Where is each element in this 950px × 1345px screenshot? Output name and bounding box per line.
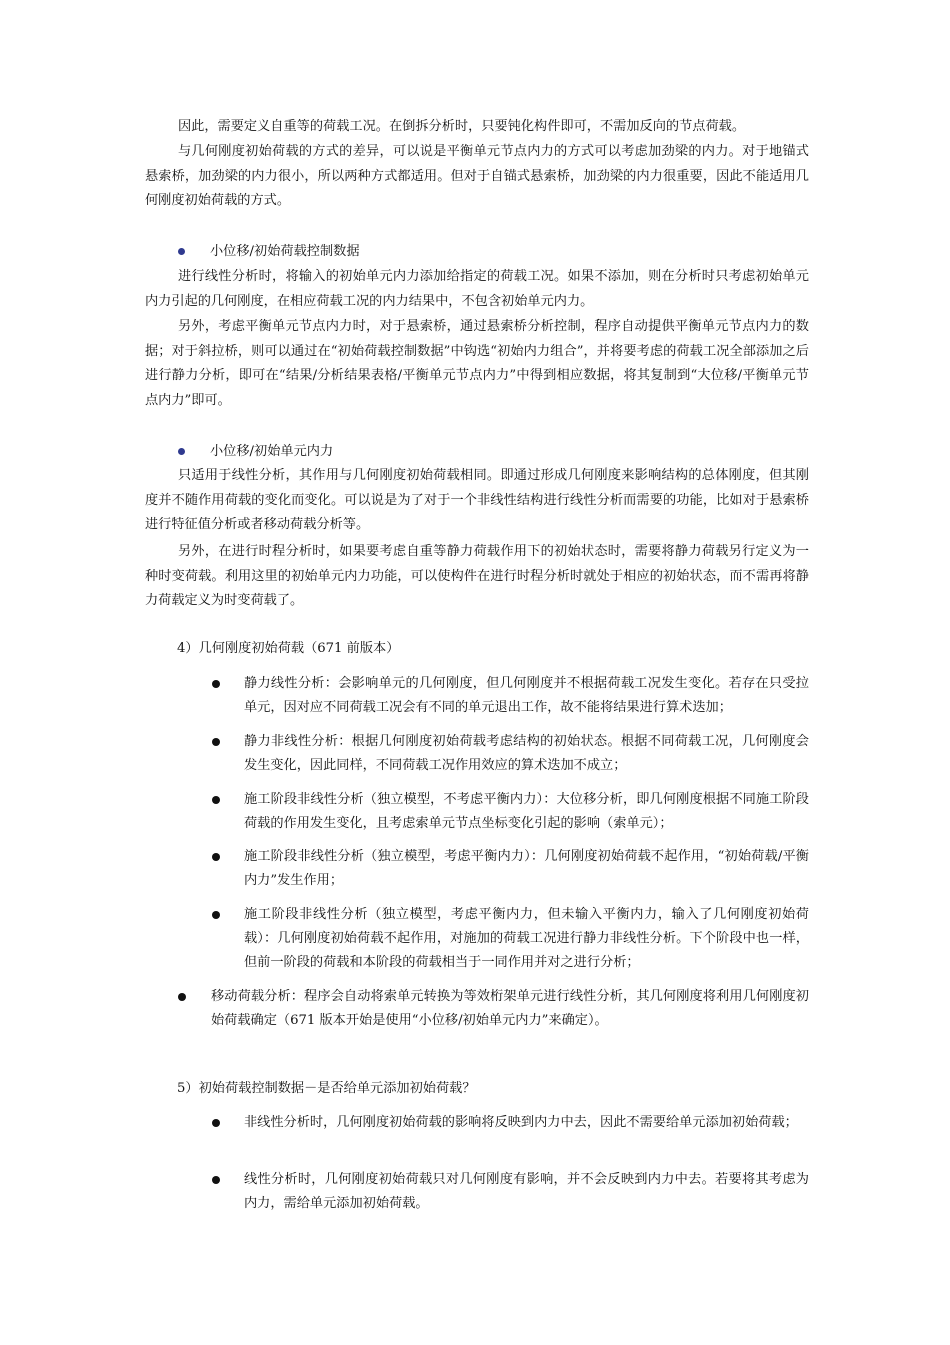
section-4-heading: 4）几何刚度初始荷载（671 前版本）: [177, 641, 400, 656]
section-4-item-3: 施工阶段非线性分析（独立模型，不考虑平衡内力）：大位移分析，即几何刚度根据不同施工阶段荷载的作用发生变化，且考虑索单元节点坐标变化引起的影响（索单元）；: [244, 792, 809, 831]
list-bullet-icon: [212, 680, 220, 688]
list-bullet-icon: [212, 738, 220, 746]
paragraph-2: 与几何刚度初始荷载的方式的差异，可以说是平衡单元节点内力的方式可以考虑加劲梁的内力。对于地锚式悬索桥，加劲梁的内力很小，所以两种方式都适用。但对于自锚式悬索桥，加劲梁的内力很重要，因此不能适用几何刚度初始荷载的方式。: [145, 144, 809, 208]
list-bullet-icon: [212, 1176, 220, 1184]
blue-bullet-icon: [178, 248, 185, 255]
paragraph-4: 另外，考虑平衡单元节点内力时，对于悬索桥，通过悬索桥分析控制，程序自动提供平衡单元节点内力的数据；对于斜拉桥，则可以通过在“初始荷载控制数据”中钩选“初始内力组合”，并将要考虑的荷载工况全部添加之后进行静力分析，即可在“结果/分析结果表格/平衡单元节点内力”中得到相应数据，将其复制到“大位移/平衡单元节点内力”即可。: [145, 319, 809, 408]
section-5-heading: 5）初始荷载控制数据－是否给单元添加初始荷载？: [177, 1081, 476, 1096]
section-4-item-6: 移动荷载分析：程序会自动将索单元转换为等效桁架单元进行线性分析，其几何刚度将利用几何刚度初始荷载确定（671 版本开始是使用“小位移/初始单元内力”来确定）。: [211, 989, 809, 1028]
paragraph-3: 进行线性分析时，将输入的初始单元内力添加给指定的荷载工况。如果不添加，则在分析时只考虑初始单元内力引起的几何刚度，在相应荷载工况的内力结果中，不包含初始单元内力。: [145, 269, 809, 309]
section-4-item-2: 静力非线性分析：根据几何刚度初始荷载考虑结构的初始状态。根据不同荷载工况，几何刚度会发生变化，因此同样，不同荷载工况作用效应的算术迭加不成立；: [244, 734, 809, 773]
section-5-item-2: 线性分析时，几何刚度初始荷载只对几何刚度有影响，并不会反映到内力中去。若要将其考虑为内力，需给单元添加初始荷载。: [244, 1172, 809, 1211]
section-4-item-1: 静力线性分析：会影响单元的几何刚度，但几何刚度并不根据荷载工况发生变化。若存在只受拉单元，因对应不同荷载工况会有不同的单元退出工作，故不能将结果进行算术迭加；: [244, 676, 809, 715]
paragraph-1: 因此，需要定义自重等的荷载工况。在倒拆分析时，只要钝化构件即可，不需加反向的节点荷载。: [178, 119, 746, 134]
list-bullet-icon: [178, 993, 186, 1001]
list-bullet-icon: [212, 911, 220, 919]
list-bullet-icon: [212, 853, 220, 861]
paragraph-5: 只适用于线性分析，其作用与几何刚度初始荷载相同。即通过形成几何刚度来影响结构的总体刚度，但其刚度并不随作用荷载的变化而变化。可以说是为了对于一个非线性结构进行线性分析而需要的功能，比如对于悬索桥进行特征值分析或者移动荷载分析等。: [145, 468, 809, 532]
list-bullet-icon: [212, 1119, 220, 1127]
blue-bullet-icon: [178, 448, 185, 455]
document-page: 因此，需要定义自重等的荷载工况。在倒拆分析时，只要钝化构件即可，不需加反向的节点荷载。 与几何刚度初始荷载的方式的差异，可以说是平衡单元节点内力的方式可以考虑加劲梁的内力。对于地锚式悬索桥，加劲梁的内力很小，所以两种方式都适用。但对于自锚式悬索桥，加劲梁的内力很重要，因此不能适用几何刚度初始荷载的方式。 小位移/初始荷载控制数据 进行线性分析时，将输入的初始单元内力添加给指定的荷载工况。如果不添加，则在分析时只考虑初始单元内力引起的几何刚度，在相应荷载工况的内力结果中，不包含初始单元内力。 另外，考虑平衡单元节点内力时，对于悬索桥，通过悬索桥分析控制，程序自动提供平衡单元节点内力的数据；对于斜拉桥，则可以通过在“初始荷载控制数据”中钩选“初始内力组合”，并将要考虑的荷载工况全部添加之后进行静力分析，即可在“结果/分析结果表格/平衡单元节点内力”中得到相应数据，将其复制到“大位移/平衡单元节点内力”即可。 小位移/初始单元内力 只适用于线性分析，其作用与几何刚度初始荷载相同。即通过形成几何刚度来影响结构的总体刚度，但其刚度并不随作用荷载的变化而变化。可以说是为了对于一个非线性结构进行线性分析而需要的功能，比如对于悬索桥进行特征值分析或者移动荷载分析等。 另外，在进行时程分析时，如果要考虑自重等静力荷载作用下的初始状态时，需要将静力荷载另行定义为一种时变荷载。利用这里的初始单元内力功能，可以使构件在进行时程分析时就处于相应的初始状态，而不需再将静力荷载定义为时变荷载了。 4）几何刚度初始荷载（671 前版本） 静力线性分析：会影响单元的几何刚度，但几何刚度并不根据荷载工况发生变化。若存在只受拉单元，因对应不同荷载工况会有不同的单元退出工作，故不能将结果进行算术迭加； 静力非线性分析：根据几何刚度初始荷载考虑结构的初始状态。根据不同荷载工况，几何刚度会发生变化，因此同样，不同荷载工况作用效应的算术迭加不成立； 施工阶段非线性分析（独立模型，不考虑平衡内力）：大位移分析，即几何刚度根据不同施工阶段荷载的作用发生变化，且考虑索单元节点坐标变化引起的影响（索单元）； 施工阶段非线性分析（独立模型，考虑平衡内力）：几何刚度初始荷载不起作用，“初始荷载/平衡内力”发生作用； 施工阶段非线性分析（独立模型，考虑平衡内力，但未输入平衡内力，输入了几何刚度初始荷载）：几何刚度初始荷载不起作用，对施加的荷载工况进行静力非线性分析。下个阶段中也一样，但前一阶段的荷载和本阶段的荷载相当于一同作用并对之进行分析； 移动荷载分析：程序会自动将索单元转换为等效桁架单元进行线性分析，其几何刚度将利用几何刚度初始荷载确定（671 版本开始是使用“小位移/初始单元内力”来确定）。 5）初始荷载控制数据－是否给单元添加初始荷载？ 非线性分析时，几何刚度初始荷载的影响将反映到内力中去，因此不需要给单元添加初始荷载； 线性分析时，几何刚度初始荷载只对几何刚度有影响，并不会反映到内力中去。若要将其考虑为内力，需给单元添加初始荷载。: [0, 0, 950, 1345]
paragraph-6: 另外，在进行时程分析时，如果要考虑自重等静力荷载作用下的初始状态时，需要将静力荷载另行定义为一种时变荷载。利用这里的初始单元内力功能，可以使构件在进行时程分析时就处于相应的初始状态，而不需再将静力荷载定义为时变荷载了。: [145, 544, 809, 608]
list-bullet-icon: [212, 796, 220, 804]
section-4-item-5: 施工阶段非线性分析（独立模型，考虑平衡内力，但未输入平衡内力，输入了几何刚度初始荷载）：几何刚度初始荷载不起作用，对施加的荷载工况进行静力非线性分析。下个阶段中也一样，但前一阶段的荷载和本阶段的荷载相当于一同作用并对之进行分析；: [244, 907, 809, 970]
section-4-item-4: 施工阶段非线性分析（独立模型，考虑平衡内力）：几何刚度初始荷载不起作用，“初始荷载/平衡内力”发生作用；: [244, 849, 809, 888]
section-5-item-1: 非线性分析时，几何刚度初始荷载的影响将反映到内力中去，因此不需要给单元添加初始荷载；: [244, 1115, 798, 1130]
